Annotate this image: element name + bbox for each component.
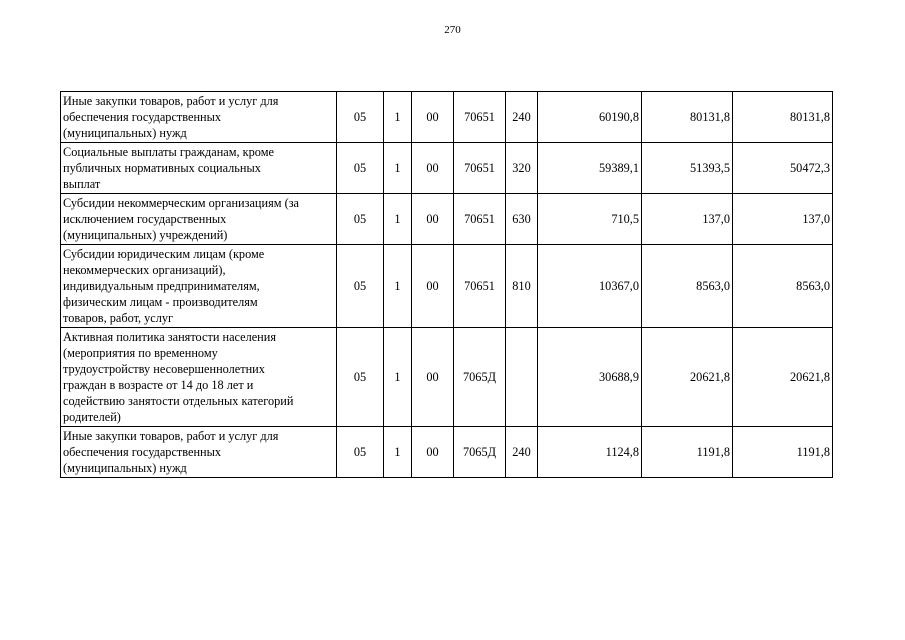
expense-type-cell: 240 <box>506 92 538 143</box>
subsection-cell: 1 <box>384 245 412 328</box>
amount-3-cell: 50472,3 <box>733 143 833 194</box>
description-line: (муниципальных) нужд <box>63 126 187 140</box>
description-line: выплат <box>63 177 101 191</box>
section-cell: 05 <box>337 143 384 194</box>
amount-3-cell: 80131,8 <box>733 92 833 143</box>
section-cell: 05 <box>337 245 384 328</box>
description-line: индивидуальным предпринимателям, <box>63 279 260 293</box>
section-cell: 05 <box>337 427 384 478</box>
amount-1-cell: 60190,8 <box>538 92 642 143</box>
subsection-cell: 1 <box>384 194 412 245</box>
description-line: исключением государственных <box>63 212 227 226</box>
description-line: Иные закупки товаров, работ и услуг для <box>63 94 279 108</box>
amount-3-cell: 20621,8 <box>733 328 833 427</box>
table-body <box>61 92 833 478</box>
description-line: граждан в возрасте от 14 до 18 лет и <box>63 378 254 392</box>
amount-2-cell: 8563,0 <box>642 245 733 328</box>
expense-type-cell: 320 <box>506 143 538 194</box>
row-description <box>61 143 337 194</box>
amount-3-cell: 1191,8 <box>733 427 833 478</box>
amount-2-cell: 137,0 <box>642 194 733 245</box>
description-line: Иные закупки товаров, работ и услуг для <box>63 429 279 443</box>
description-line: Субсидии юридическим лицам (кроме <box>63 247 265 261</box>
row-description <box>61 328 337 427</box>
amount-3-cell: 137,0 <box>733 194 833 245</box>
program-cell: 00 <box>412 427 454 478</box>
description-line: публичных нормативных социальных <box>63 161 261 175</box>
amount-2-cell: 1191,8 <box>642 427 733 478</box>
amount-2-cell: 80131,8 <box>642 92 733 143</box>
description-line: Социальные выплаты гражданам, кроме <box>63 145 274 159</box>
section-cell: 05 <box>337 92 384 143</box>
program-cell: 00 <box>412 194 454 245</box>
table-row <box>61 194 833 245</box>
expense-type-cell: 240 <box>506 427 538 478</box>
amount-3-cell: 8563,0 <box>733 245 833 328</box>
subsection-cell: 1 <box>384 143 412 194</box>
table-row <box>61 245 833 328</box>
description-line: (муниципальных) учреждений) <box>63 228 228 242</box>
table-row <box>61 143 833 194</box>
amount-1-cell: 710,5 <box>538 194 642 245</box>
description-line: Субсидии некоммерческим организациям (за <box>63 196 300 210</box>
description-line: физическим лицам - производителям <box>63 295 258 309</box>
subsection-cell: 1 <box>384 328 412 427</box>
row-description <box>61 194 337 245</box>
expense-type-cell: 810 <box>506 245 538 328</box>
article-cell: 7065Д <box>454 427 506 478</box>
article-cell: 70651 <box>454 92 506 143</box>
description-line: обеспечения государственных <box>63 445 222 459</box>
description-line: товаров, работ, услуг <box>63 311 174 325</box>
article-cell: 7065Д <box>454 328 506 427</box>
amount-1-cell: 10367,0 <box>538 245 642 328</box>
subsection-cell: 1 <box>384 92 412 143</box>
article-cell: 70651 <box>454 143 506 194</box>
amount-2-cell: 20621,8 <box>642 328 733 427</box>
section-cell: 05 <box>337 328 384 427</box>
subsection-cell: 1 <box>384 427 412 478</box>
amount-1-cell: 1124,8 <box>538 427 642 478</box>
table-row <box>61 328 833 427</box>
article-cell: 70651 <box>454 245 506 328</box>
description-line: (муниципальных) нужд <box>63 461 187 475</box>
program-cell: 00 <box>412 92 454 143</box>
article-cell: 70651 <box>454 194 506 245</box>
program-cell: 00 <box>412 143 454 194</box>
description-line: содействию занятости отдельных категорий <box>63 394 294 408</box>
section-cell: 05 <box>337 194 384 245</box>
expense-type-cell <box>506 328 538 427</box>
description-line: (мероприятия по временному <box>63 346 218 360</box>
row-description <box>61 92 337 143</box>
row-description <box>61 245 337 328</box>
amount-1-cell: 59389,1 <box>538 143 642 194</box>
table-row <box>61 92 833 143</box>
page-number: 270 <box>444 24 461 36</box>
description-line: обеспечения государственных <box>63 110 222 124</box>
description-line: Активная политика занятости населения <box>63 330 277 344</box>
program-cell: 00 <box>412 328 454 427</box>
program-cell: 00 <box>412 245 454 328</box>
description-line: родителей) <box>63 410 121 424</box>
description-line: некоммерческих организаций), <box>63 263 226 277</box>
description-line: трудоустройству несовершеннолетних <box>63 362 265 376</box>
budget-table <box>60 91 833 478</box>
amount-1-cell: 30688,9 <box>538 328 642 427</box>
table-row <box>61 427 833 478</box>
amount-2-cell: 51393,5 <box>642 143 733 194</box>
expense-type-cell: 630 <box>506 194 538 245</box>
row-description <box>61 427 337 478</box>
